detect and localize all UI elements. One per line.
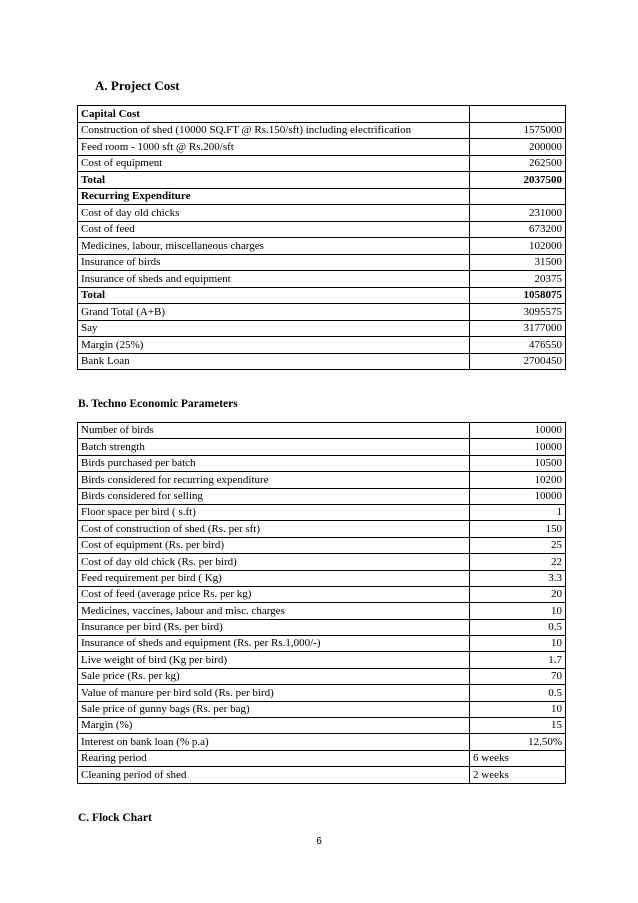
- table-row: [78, 734, 566, 750]
- row-label: Insurance per bird (Rs. per bird): [78, 619, 470, 635]
- page-number: 6: [316, 836, 322, 847]
- row-value: 1575000: [470, 122, 566, 139]
- table-row: [78, 586, 566, 602]
- table-row: [78, 320, 566, 337]
- table-row: [78, 603, 566, 619]
- row-value: 10500: [470, 455, 566, 471]
- row-value: 3.3: [470, 570, 566, 586]
- table-row: [78, 570, 566, 586]
- row-value: 2700450: [470, 353, 566, 370]
- table-row: [78, 537, 566, 553]
- table-row: [78, 423, 566, 439]
- project-cost-table: [77, 105, 566, 370]
- row-label: Cost of day old chick (Rs. per bird): [78, 554, 470, 570]
- row-value: 10000: [470, 423, 566, 439]
- table-row: [78, 155, 566, 172]
- row-label: Cost of feed: [78, 221, 470, 238]
- row-value: 1.7: [470, 652, 566, 668]
- row-value: 3095575: [470, 304, 566, 321]
- row-label: Medicines, vaccines, labour and misc. charges: [78, 603, 470, 619]
- row-value: 262500: [470, 155, 566, 172]
- row-value: 25: [470, 537, 566, 553]
- row-value: 10200: [470, 472, 566, 488]
- table-row: [78, 767, 566, 783]
- row-value: 10: [470, 636, 566, 652]
- row-value: 673200: [470, 221, 566, 238]
- table-row: [78, 488, 566, 504]
- table-row: [78, 188, 566, 205]
- table-row: [78, 271, 566, 288]
- table-row: [78, 718, 566, 734]
- section-a-heading: A. Project Cost: [95, 78, 180, 93]
- table-row: [78, 472, 566, 488]
- table-row: [78, 304, 566, 321]
- row-value: 10: [470, 701, 566, 717]
- row-label: Feed room - 1000 sft @ Rs.200/sft: [78, 139, 470, 156]
- table-row: [78, 353, 566, 370]
- row-value: 12.50%: [470, 734, 566, 750]
- row-value: 231000: [470, 205, 566, 222]
- row-value: 20: [470, 586, 566, 602]
- table-row: [78, 439, 566, 455]
- row-value: 2037500: [470, 172, 566, 189]
- row-value: [470, 188, 566, 205]
- table-row: [78, 554, 566, 570]
- row-value: 15: [470, 718, 566, 734]
- section-c-heading: C. Flock Chart: [78, 812, 152, 824]
- row-label: Margin (%): [78, 718, 470, 734]
- row-value: 10000: [470, 488, 566, 504]
- row-label: Total: [78, 287, 470, 304]
- table-row: [78, 701, 566, 717]
- row-value: 476550: [470, 337, 566, 354]
- row-label: Birds purchased per batch: [78, 455, 470, 471]
- table-row: [78, 287, 566, 304]
- row-label: Sale price (Rs. per kg): [78, 668, 470, 684]
- row-value: 22: [470, 554, 566, 570]
- row-label: Say: [78, 320, 470, 337]
- techno-economic-table: [77, 422, 566, 784]
- row-label: Recurring Expenditure: [78, 188, 470, 205]
- row-label: Medicines, labour, miscellaneous charges: [78, 238, 470, 255]
- row-label: Bank Loan: [78, 353, 470, 370]
- row-label: Cost of construction of shed (Rs. per sft): [78, 521, 470, 537]
- row-label: Floor space per bird ( s.ft): [78, 504, 470, 520]
- row-value: 10000: [470, 439, 566, 455]
- row-value: 0.5: [470, 619, 566, 635]
- table-row: [78, 139, 566, 156]
- row-label: Number of birds: [78, 423, 470, 439]
- row-value: 1058075: [470, 287, 566, 304]
- section-b-heading: B. Techno Economic Parameters: [78, 398, 238, 410]
- row-value: 31500: [470, 254, 566, 271]
- row-label: Insurance of birds: [78, 254, 470, 271]
- row-value: 1: [470, 504, 566, 520]
- table-row: [78, 685, 566, 701]
- table-row: [78, 122, 566, 139]
- row-value: 0.5: [470, 685, 566, 701]
- row-label: Sale price of gunny bags (Rs. per bag): [78, 701, 470, 717]
- row-label: Margin (25%): [78, 337, 470, 354]
- table-row: [78, 254, 566, 271]
- table-row: [78, 636, 566, 652]
- row-label: Cleaning period of shed: [78, 767, 470, 783]
- row-value: 2 weeks: [470, 767, 566, 783]
- table-row: [78, 619, 566, 635]
- table-row: [78, 652, 566, 668]
- table-row: [78, 172, 566, 189]
- row-value: 6 weeks: [470, 750, 566, 766]
- table-row: [78, 668, 566, 684]
- row-value: 10: [470, 603, 566, 619]
- row-value: 102000: [470, 238, 566, 255]
- row-value: 20375: [470, 271, 566, 288]
- row-value: 150: [470, 521, 566, 537]
- row-label: Live weight of bird (Kg per bird): [78, 652, 470, 668]
- row-label: Interest on bank loan (% p.a): [78, 734, 470, 750]
- row-label: Batch strength: [78, 439, 470, 455]
- row-label: Construction of shed (10000 SQ.FT @ Rs.150/sft) including electrification: [78, 122, 470, 139]
- row-label: Value of manure per bird sold (Rs. per bird): [78, 685, 470, 701]
- row-label: Birds considered for selling: [78, 488, 470, 504]
- row-value: 200000: [470, 139, 566, 156]
- row-value: 70: [470, 668, 566, 684]
- row-label: Rearing period: [78, 750, 470, 766]
- table-row: [78, 455, 566, 471]
- table-row: [78, 504, 566, 520]
- table-row: [78, 205, 566, 222]
- table-row: [78, 337, 566, 354]
- row-label: Insurance of sheds and equipment (Rs. per Rs.1,000/-): [78, 636, 470, 652]
- table-row: [78, 521, 566, 537]
- row-label: Cost of equipment: [78, 155, 470, 172]
- row-label: Total: [78, 172, 470, 189]
- table-row: [78, 221, 566, 238]
- row-label: Cost of equipment (Rs. per bird): [78, 537, 470, 553]
- row-label: Grand Total (A+B): [78, 304, 470, 321]
- row-label: Feed requirement per bird ( Kg): [78, 570, 470, 586]
- table-row: [78, 750, 566, 766]
- row-label: Insurance of sheds and equipment: [78, 271, 470, 288]
- row-label: Cost of day old chicks: [78, 205, 470, 222]
- row-value: [470, 106, 566, 123]
- row-label: Cost of feed (average price Rs. per kg): [78, 586, 470, 602]
- table-row: [78, 238, 566, 255]
- row-value: 3177000: [470, 320, 566, 337]
- row-label: Birds considered for recurring expenditure: [78, 472, 470, 488]
- table-row: [78, 106, 566, 123]
- row-label: Capital Cost: [78, 106, 470, 123]
